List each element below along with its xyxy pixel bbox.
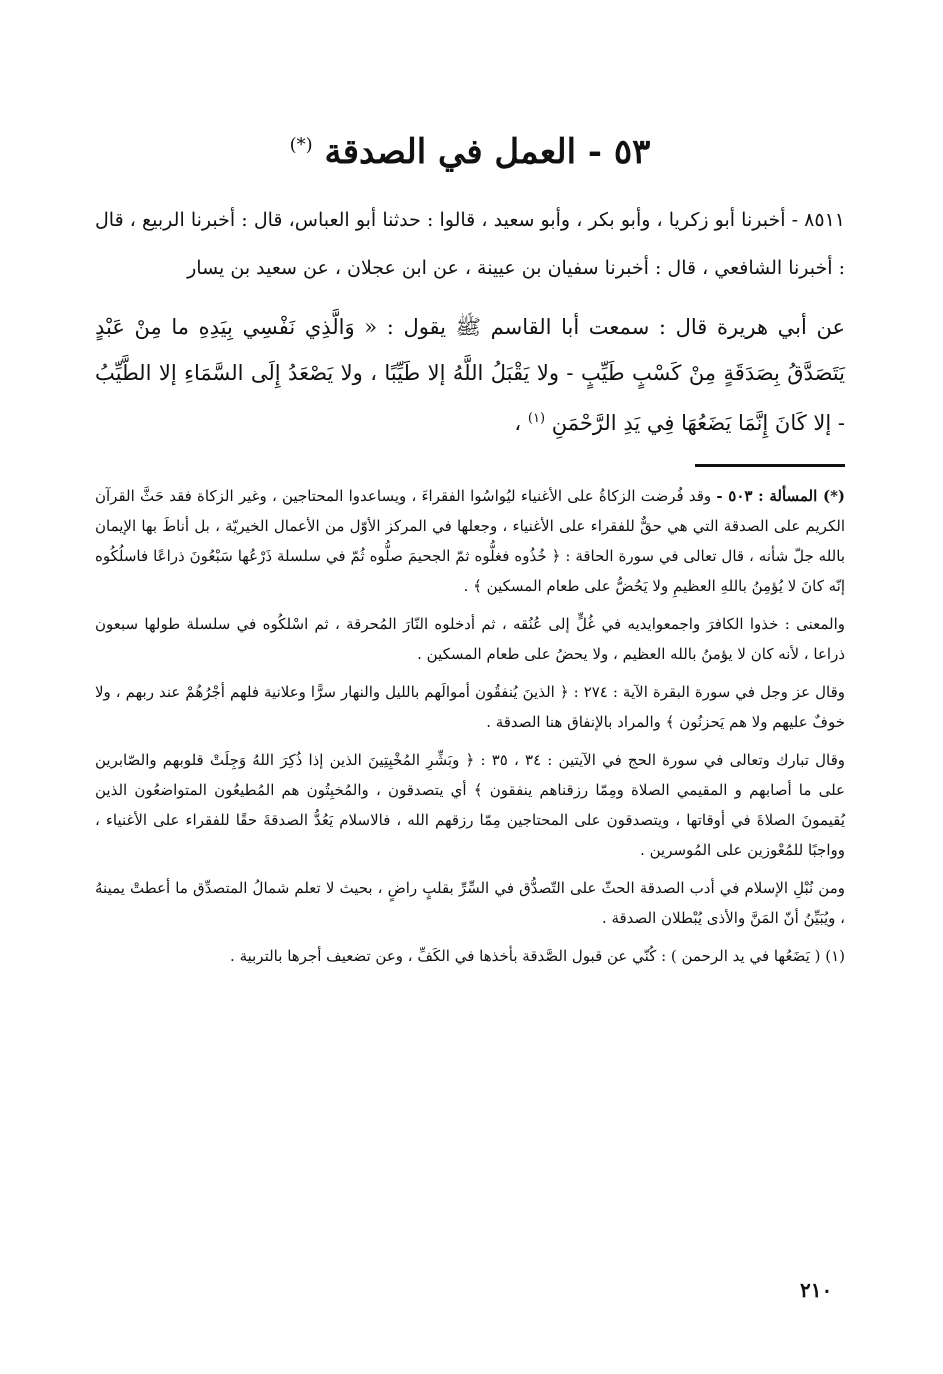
note-mas-ala-text: وقد فُرضت الزكاةُ على الأغنياء ليُواسُوا الفقراءَ ، ويساعدوا المحتاجين ، وغير الزكاة فقد حَثَّ القرآن الكريم على الصدقة التي هي حقٌّ للفقراء على الأغنياء ، وجعلها في المركز الأوّل من الأعمال الخيريّة ، بل أناطَ بها الإيمان بالله جلّ شأنه ، قال تعالى في سورة الحاقة : ﴿ خُذُوه فغلُّوه ثمّ الجحيمَ صلُّوه ثُمّ في سلسلة ذَرْعُها سَبْعُونَ ذراعًا فاسلُكُوه إنّه كانَ لا يُؤمِنُ باللهِ العظيمِ ولا يَحُضُّ على طعام المسكين ﴾ . (95, 487, 845, 596)
footnote-separator (695, 464, 845, 467)
note-mas-ala-label: (*) المسألة : ٥٠٣ - (716, 487, 846, 506)
chapter-title-text: ٥٣ - العمل في الصدقة (324, 132, 651, 172)
footnote-reference: (١) (527, 411, 546, 427)
hadith-isnad: ٨٥١١ - أخبرنا أبو زكريا ، وأبو بكر ، وأبو سعيد ، قالوا : حدثنا أبو العباس، قال : أخبرنا الربيع ، قال : أخبرنا الشافعي ، قال : أخبرنا سفيان بن عيينة ، عن ابن عجلان ، عن سعيد بن يسار (95, 209, 845, 280)
page-number: ٢١٠ (800, 1278, 833, 1302)
chapter-title-marker: (*) (289, 134, 313, 156)
footnotes (95, 481, 845, 971)
chapter-title (95, 130, 845, 174)
hadith-matn-text: عن أبي هريرة قال : سمعت أبا القاسم ﷺ يقول : « وَالَّذِي نَفْسِي بِيَدِهِ ما مِنْ عَبْدٍ يَتَصَدَّقُ بِصَدَقَةٍ مِنْ كَسْبٍ طَيِّبٍ - ولا يَقْبَلُ اللَّهُ إلا طَيِّبًا ، ولا يَصْعَدُ إِلَى السَّمَاءِ إلا الطَّيِّبُ - إلا كَانَ إِنَّمَا يَضَعُهَا فِي يَدِ الرَّحْمَنِ (95, 315, 845, 436)
page-content (95, 130, 845, 979)
note-paragraph: ومن نُبْلِ الإسلام في أدب الصدقة الحثّ على التّصدُّق في السِّرِّ بقلبٍ راضٍ ، بحيث لا تعلم شمالُ المتصدِّق ما أعطتْ يمينهُ ، ويُبَيِّنُ أنّ المَنَّ والأذى يُبْطلان الصدقة . (95, 879, 845, 928)
footnote-1: (١) ( يَضَعُها في يد الرحمن ) : كُنّي عن قبول الصَّدقة بأخذها في الكَفِّ ، وعن تضعيف أجرها بالتربية . (230, 947, 845, 966)
note-paragraph: وقال عز وجل في سورة البقرة الآية : ٢٧٤ : ﴿ الذينَ يُنفقُون أموالَهم بالليل والنهار سرًّا وعلانية فلهم أجْرُهُمْ عند ربهم ، ولا خوفٌ عليهم ولا هم يَحزنُون ﴾ والمراد بالإنفاق هنا الصدقة . (95, 683, 846, 732)
note-paragraph: والمعنى : خذوا الكافرَ واجمعوايديه في غُلٍّ إلى عُنُقه ، ثم أدخلوه النّارَ المُحرقة ، ثم اسْلكُوه في سلسلة طولها سبعون ذراعا ، لأنه كان لا يؤمنُ بالله العظيم ، ولا يحضُ على طعام المسكين . (95, 615, 845, 664)
hadith-matn (95, 304, 845, 446)
hadith-matn-end: ، (514, 411, 522, 436)
note-paragraph: وقال تبارك وتعالى في سورة الحج في الآيتين : ٣٤ ، ٣٥ : ﴿ وبَشِّرِ المُخْبِتِينَ الذين إذا ذُكِرَ اللهُ وَجِلَتْ قلوبهم والصّابرين على ما أصابهم و المقيمي الصلاة ومِمّا رزقناهم ينفقون ﴾ أي يتصدقون ، والمُخبِتُون هم المُطيعُون المتواضعُون الذين يُقيمونَ الصلاةَ في أوقاتها ، ويتصدقون على المحتاجين مِمّا رزقهم الله ، فالاسلام يَعُدُّ الصدقةَ حقًا للفقراء على الأغنياء ، وواجبًا للمُعْوزين على المُوسرين . (95, 751, 846, 860)
note-mas-ala (95, 481, 845, 601)
